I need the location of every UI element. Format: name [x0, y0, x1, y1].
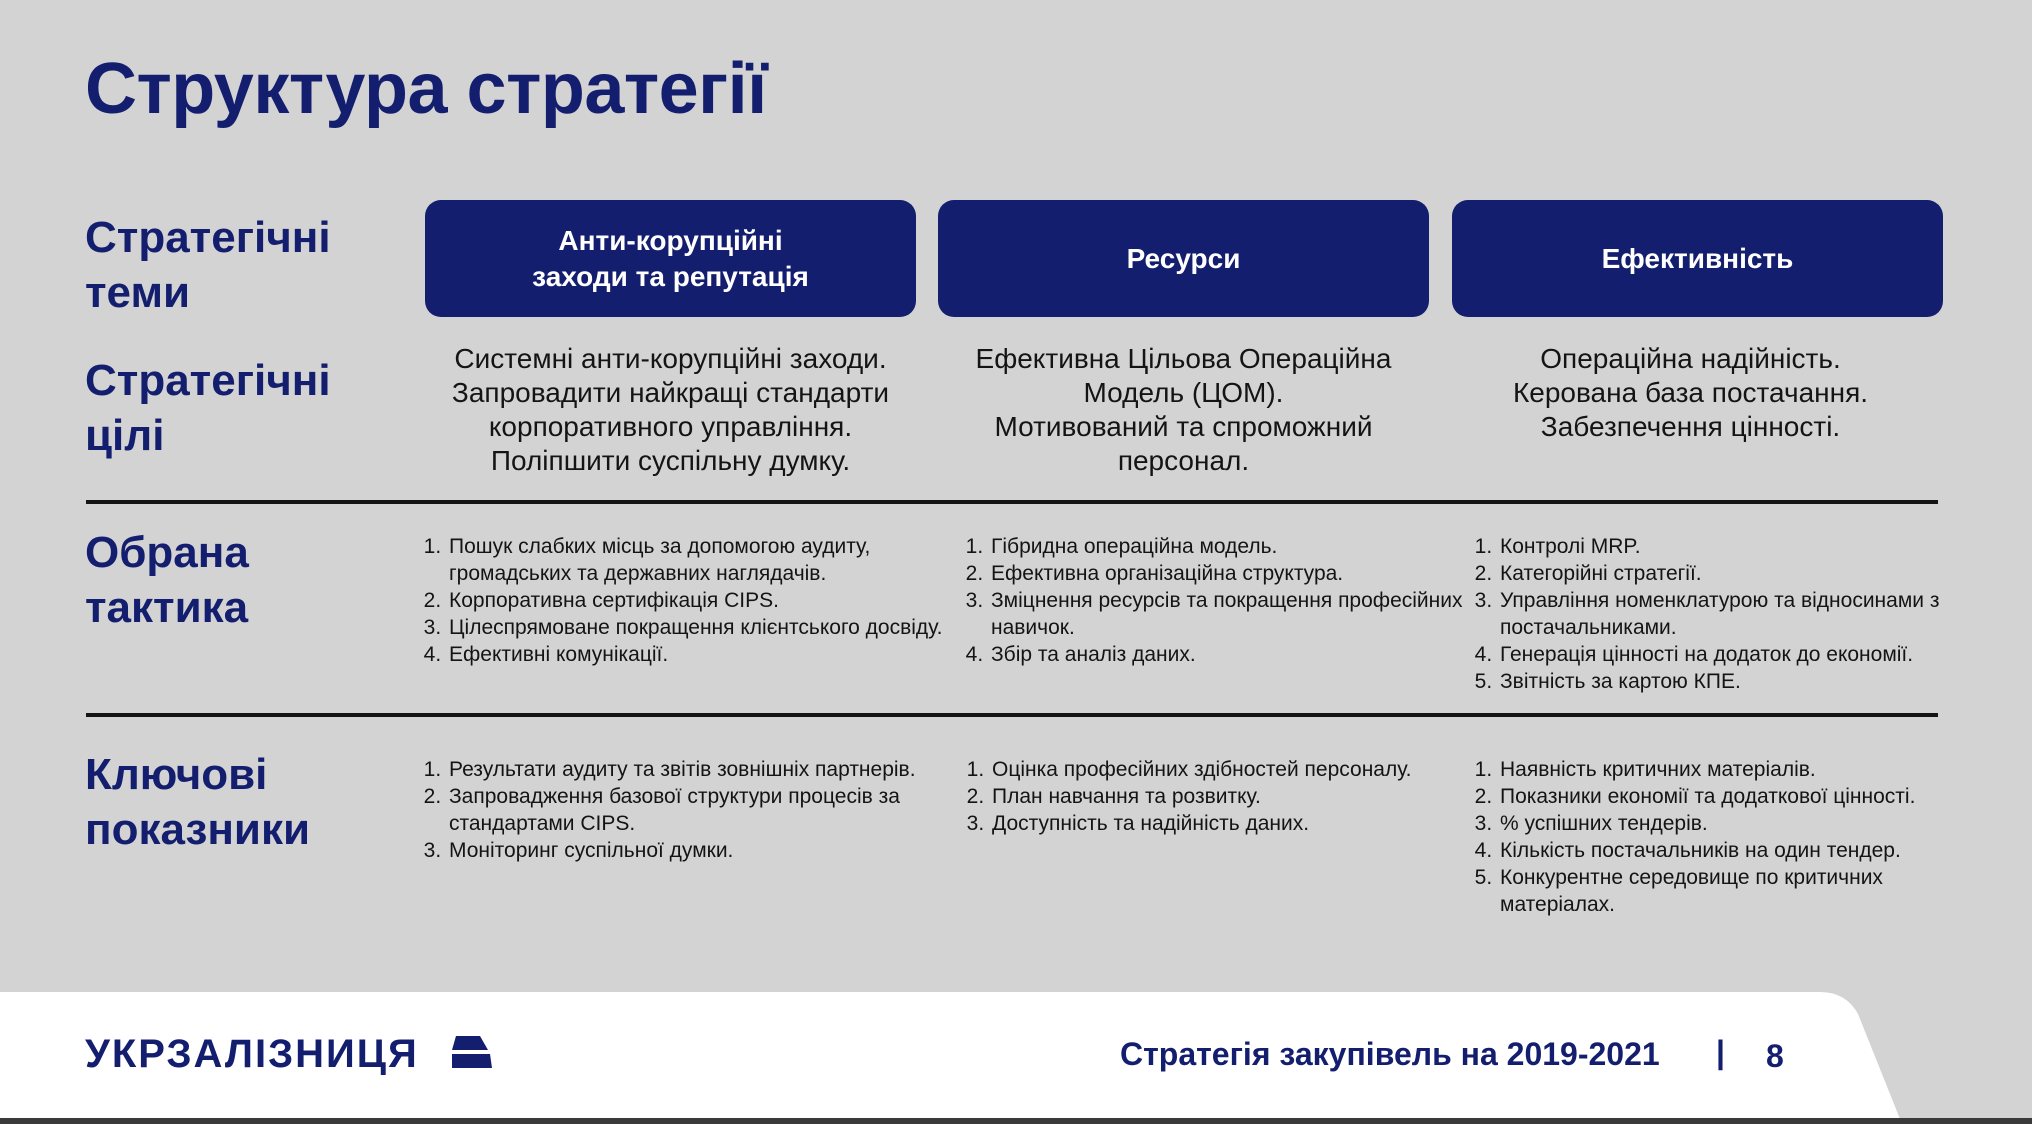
tactics-list-2: [965, 533, 1485, 668]
list-item: 2. Категорійні стратегії.: [1498, 560, 1964, 587]
kpis-list-1: [423, 756, 943, 864]
row-label-themes: Стратегічні теми: [85, 213, 331, 317]
tactics-list-1: [423, 533, 943, 668]
list-item: 4. Генерація цінності на додаток до економії.: [1498, 641, 1964, 668]
list-item: 5. Звітність за картою КПЕ.: [1498, 668, 1964, 695]
footer-separator: |: [1716, 1034, 1725, 1070]
tactics-list-3: [1474, 533, 1964, 695]
list-item: 5. Конкурентне середовище по критичних матеріалах.: [1498, 864, 1964, 918]
list-item: 2. Ефективна організаційна структура.: [989, 560, 1485, 587]
list-item: 3. Зміцнення ресурсів та покращення професійних навичок.: [989, 587, 1485, 641]
document-title: Стратегія закупівель на 2019-2021: [1120, 1036, 1660, 1072]
divider-line: [86, 713, 1938, 717]
list-item: 4. Кількість постачальників на один тендер.: [1498, 837, 1964, 864]
row-label-tactics: Обрана тактика: [85, 528, 249, 632]
theme-efficiency: Ефективність: [1452, 200, 1943, 317]
goal-column-1: Системні анти-корупційні заходи. Запровадити найкращі стандарти корпоративного управління. Поліпшити суспільну думку.: [451, 343, 890, 476]
list-item: 2. Показники економії та додаткової цінності.: [1498, 783, 1964, 810]
kpis-list-2: [966, 756, 1486, 837]
list-item: 3. Управління номенклатурою та відносинами з постачальниками.: [1498, 587, 1964, 641]
company-logo: УКРЗАЛІЗНИЦЯ: [85, 1032, 419, 1076]
list-item: 4. Ефективні комунікації.: [447, 641, 943, 668]
list-item: 3. Моніторинг суспільної думки.: [447, 837, 943, 864]
list-item: 4. Збір та аналіз даних.: [989, 641, 1485, 668]
list-item: 3. Доступність та надійність даних.: [990, 810, 1486, 837]
row-label-kpis: Ключові показники: [85, 750, 311, 854]
list-item: 3. % успішних тендерів.: [1498, 810, 1964, 837]
list-item: 1. Контролі MRP.: [1498, 533, 1964, 560]
list-item: 2. Запровадження базової структури процесів за стандартами CIPS.: [447, 783, 943, 837]
divider-line: [86, 500, 1938, 504]
theme-anti-corruption: Анти-корупційні заходи та репутація: [425, 200, 916, 317]
list-item: 1. Пошук слабких місць за допомогою аудиту, громадських та державних наглядачів.: [447, 533, 943, 587]
goal-column-2: Ефективна Цільова Операційна Модель (ЦОМ). Мотивований та спроможний персонал.: [975, 343, 1392, 476]
list-item: 2. Корпоративна сертифікація CIPS.: [447, 587, 943, 614]
list-item: 1. Гібридна операційна модель.: [989, 533, 1485, 560]
list-item: 1. Оцінка професійних здібностей персоналу.: [990, 756, 1486, 783]
slide-title: Структура стратегії: [85, 49, 767, 129]
theme-resources: Ресурси: [938, 200, 1429, 317]
railway-logo-icon: [452, 1036, 492, 1072]
list-item: 1. Наявність критичних матеріалів.: [1498, 756, 1964, 783]
list-item: 3. Цілеспрямоване покращення клієнтського досвіду.: [447, 614, 943, 641]
page-number: 8: [1766, 1038, 1784, 1074]
list-item: 2. План навчання та розвитку.: [990, 783, 1486, 810]
goal-column-3: Операційна надійність. Керована база постачання. Забезпечення цінності.: [1512, 343, 1869, 442]
row-label-goals: Стратегічні цілі: [85, 356, 331, 460]
list-item: 1. Результати аудиту та звітів зовнішніх партнерів.: [447, 756, 943, 783]
kpis-list-3: [1474, 756, 1964, 918]
